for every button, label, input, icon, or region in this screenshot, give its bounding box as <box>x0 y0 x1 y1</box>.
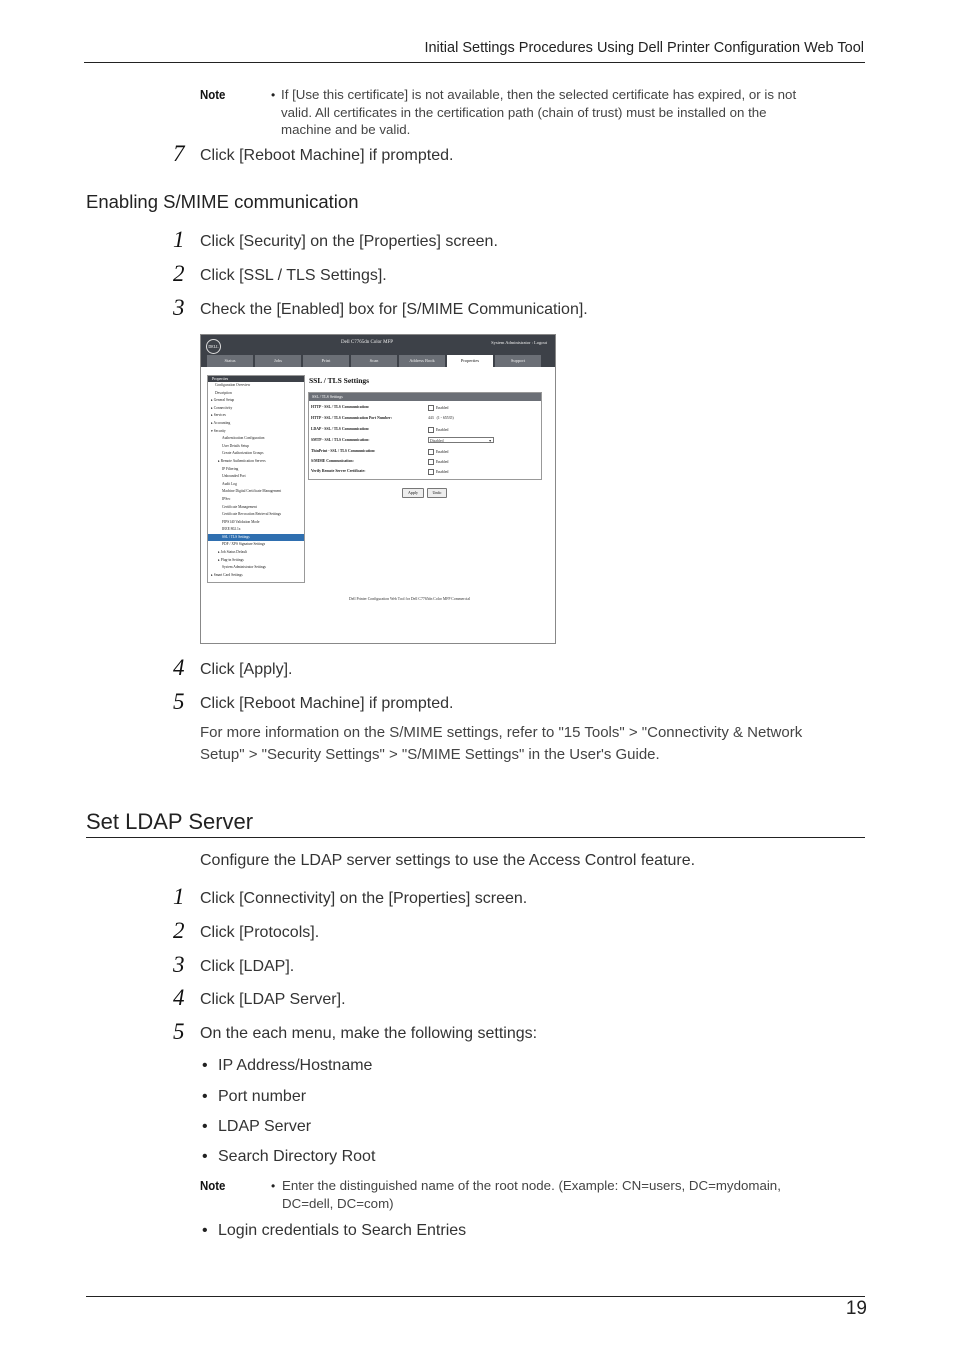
step-number: 1 <box>173 884 185 909</box>
section-heading: Enabling S/MIME communication <box>86 191 359 212</box>
step-text: Click [LDAP]. <box>200 958 295 975</box>
screenshot-nav-item: SSL / TLS Settings <box>208 534 304 542</box>
setting-label: HTTP - SSL / TLS Communication: <box>311 405 370 409</box>
screenshot-title: Dell C7765dn Color MFP <box>341 340 394 345</box>
step-number: 4 <box>173 655 185 680</box>
step-number: 5 <box>173 689 185 714</box>
screenshot-panel-head: SSL / TLS Settings <box>309 393 541 401</box>
running-header: Initial Settings Procedures Using Dell Printer Configuration Web Tool <box>424 40 864 56</box>
setting-value <box>428 469 448 475</box>
dell-logo: DELL <box>206 339 221 354</box>
screenshot-nav-item: IPSec <box>222 496 231 501</box>
note-line: DC=dell, DC=com) <box>282 1195 394 1211</box>
setting-value-text: Enabled <box>436 459 449 464</box>
step-number: 3 <box>173 295 185 320</box>
screenshot-nav-item: Audit Log <box>222 481 237 486</box>
note-text <box>282 1177 781 1212</box>
step-text: Click [Reboot Machine] if prompted. <box>200 695 454 712</box>
setting-value-text: Enabled <box>436 469 449 474</box>
note-text <box>281 86 796 139</box>
step-number: 5 <box>173 1019 185 1044</box>
note-label: Note <box>200 1178 226 1193</box>
step-text: Check the [Enabled] box for [S/MIME Communication]. <box>200 301 588 318</box>
bullet-icon: • <box>202 1088 208 1105</box>
section-rule <box>86 837 865 838</box>
screenshot-nav-item: ▸ Smart Card Settings <box>211 572 243 577</box>
screenshot-tab: Address Book <box>399 355 445 367</box>
setting-hint: (1 - 65535) <box>436 416 454 420</box>
screenshot-nav-item: Certificate Revocation Retrieval Settings <box>222 512 281 517</box>
step-text: Click [Security] on the [Properties] screen. <box>200 233 498 250</box>
setting-label: LDAP - SSL / TLS Communication: <box>311 427 370 431</box>
screenshot-nav-item: ▸ Connectivity <box>211 405 233 410</box>
screenshot-undo-button: Undo <box>427 488 447 498</box>
note-line: Enter the distinguished name of the root node. (Example: CN=users, DC=mydomain, <box>282 1178 781 1193</box>
step-text: Click [Reboot Machine] if prompted. <box>200 147 454 164</box>
bullet-item: IP Address/Hostname <box>218 1057 373 1074</box>
setting-value <box>428 459 448 465</box>
step-text: Click [Connectivity] on the [Properties] screen. <box>200 890 528 907</box>
screenshot-tab-active: Properties <box>447 355 493 367</box>
screenshot-nav <box>207 375 305 583</box>
setting-value <box>428 449 448 455</box>
checkbox-icon <box>428 459 434 465</box>
setting-value-text: Enabled <box>436 427 449 432</box>
step-number: 7 <box>173 141 185 166</box>
screenshot-nav-list <box>208 382 304 579</box>
setting-value-text: Disabled <box>430 439 444 443</box>
step-text: Click [Protocols]. <box>200 924 320 941</box>
screenshot-footer: Dell Printer Configuration Web Tool for Dell C7765dn Color MFP Commercial <box>349 597 471 601</box>
setting-label: Verify Remote Server Certificate: <box>311 469 366 473</box>
screenshot-nav-item: Certificate Management <box>222 504 257 509</box>
step-number: 1 <box>173 227 185 252</box>
step-number: 4 <box>173 985 185 1010</box>
screenshot-nav-item: Machine Digital Certificate Management <box>222 489 282 494</box>
screenshot-nav-item: ▾ Security <box>211 428 226 433</box>
screenshot-nav-item: FIPS140 Validation Mode <box>222 519 260 524</box>
header-rule <box>84 62 865 63</box>
screenshot-apply-button: Apply <box>402 488 424 498</box>
checkbox-icon <box>428 405 434 411</box>
screenshot-nav-item: Unbounded Port <box>222 474 246 479</box>
note-label: Note <box>200 87 226 102</box>
screenshot-admin-link: System Administrator : Logout <box>491 340 547 345</box>
screenshot-nav-item: ▸ Job Status Default <box>218 550 248 555</box>
checkbox-icon <box>428 427 434 433</box>
setting-value <box>428 405 448 411</box>
step-text: Click [LDAP Server]. <box>200 991 346 1008</box>
checkbox-icon <box>428 449 434 455</box>
screenshot-nav-head: Properties <box>208 376 304 382</box>
setting-label: ThinPrint - SSL / TLS Communication: <box>311 449 376 453</box>
screenshot-nav-item: User Details Setup <box>222 443 249 448</box>
screenshot-tab: Scan <box>351 355 397 367</box>
setting-label: HTTP - SSL / TLS Communication Port Number: <box>311 416 392 420</box>
screenshot-nav-item: ▸ General Setup <box>211 398 235 403</box>
screenshot-nav-item: IEEE 802.1x <box>222 527 241 532</box>
note-line: If [Use this certificate] is not available, then the selected certificate has expired, or is not <box>281 87 797 102</box>
step-text: Click [SSL / TLS Settings]. <box>200 267 387 284</box>
reference-paragraph <box>200 722 802 766</box>
screenshot-panel <box>308 392 542 480</box>
screenshot-tab: Print <box>303 355 349 367</box>
screenshot-nav-item: ▸ Plug-in Settings <box>218 557 244 562</box>
screenshot-nav-item: System Administrator Settings <box>222 565 266 570</box>
setting-value-text: Enabled <box>436 405 449 410</box>
embedded-screenshot <box>200 334 556 644</box>
bullet-item: Port number <box>218 1088 307 1105</box>
screenshot-nav-item: PDF / XPS Signature Settings <box>222 542 266 547</box>
note-bullet: • <box>271 1179 276 1193</box>
screenshot-heading: SSL / TLS Settings <box>309 376 370 385</box>
screenshot-nav-item: Authentication Configuration <box>222 436 265 441</box>
setting-value <box>428 416 454 420</box>
screenshot-nav-item: ▸ Accounting <box>211 420 231 425</box>
checkbox-icon <box>428 469 434 475</box>
chevron-down-icon: ▾ <box>489 439 491 443</box>
note-line: machine and be valid. <box>281 122 411 137</box>
bullet-icon: • <box>202 1148 208 1165</box>
screenshot-nav-item: Description <box>215 390 232 395</box>
setting-label: SMTP - SSL / TLS Communication: <box>311 438 370 442</box>
setting-value-text: Enabled <box>436 449 449 454</box>
page-number: 19 <box>845 1298 867 1319</box>
bullet-item: Login credentials to Search Entries <box>218 1222 467 1239</box>
screenshot-nav-item: Create Authorization Groups <box>222 451 264 456</box>
screenshot-nav-item: ▸ Remote Authentication Servers <box>218 458 266 463</box>
section-title: Set LDAP Server <box>86 809 254 834</box>
paragraph-line: For more information on the S/MIME settings, refer to "15 Tools" > "Connectivity & Network <box>200 724 803 741</box>
step-number: 3 <box>173 952 185 977</box>
setting-select <box>428 437 494 443</box>
step-text: Click [Apply]. <box>200 661 293 678</box>
screenshot-tab: Jobs <box>255 355 301 367</box>
bullet-icon: • <box>202 1222 208 1239</box>
note-line: valid. All certificates in the certification path (chain of trust) must be installed on the <box>281 104 767 120</box>
step-text: On the each menu, make the following settings: <box>200 1025 538 1042</box>
footer-rule <box>86 1296 865 1297</box>
screenshot-tab: Support <box>495 355 541 367</box>
step-number: 2 <box>173 918 185 943</box>
intro-text: Configure the LDAP server settings to use the Access Control feature. <box>200 852 696 869</box>
bullet-icon: • <box>202 1057 208 1074</box>
bullet-icon: • <box>202 1118 208 1135</box>
bullet-item: LDAP Server <box>218 1118 312 1135</box>
setting-value <box>428 427 448 433</box>
screenshot-nav-item: Configuration Overview <box>215 383 251 387</box>
screenshot-tab: Status <box>207 355 253 367</box>
bullet-item: Search Directory Root <box>218 1148 376 1165</box>
step-number: 2 <box>173 261 185 286</box>
screenshot-nav-item: IP Filtering <box>222 466 239 471</box>
setting-label: S/MIME Communication: <box>311 459 354 463</box>
note-bullet: • <box>271 88 276 102</box>
paragraph-line: Setup" > "Security Settings" > "S/MIME Settings" in the User's Guide. <box>200 746 660 763</box>
setting-value-text: 443 <box>428 416 434 420</box>
screenshot-nav-item: ▸ Services <box>211 413 226 418</box>
